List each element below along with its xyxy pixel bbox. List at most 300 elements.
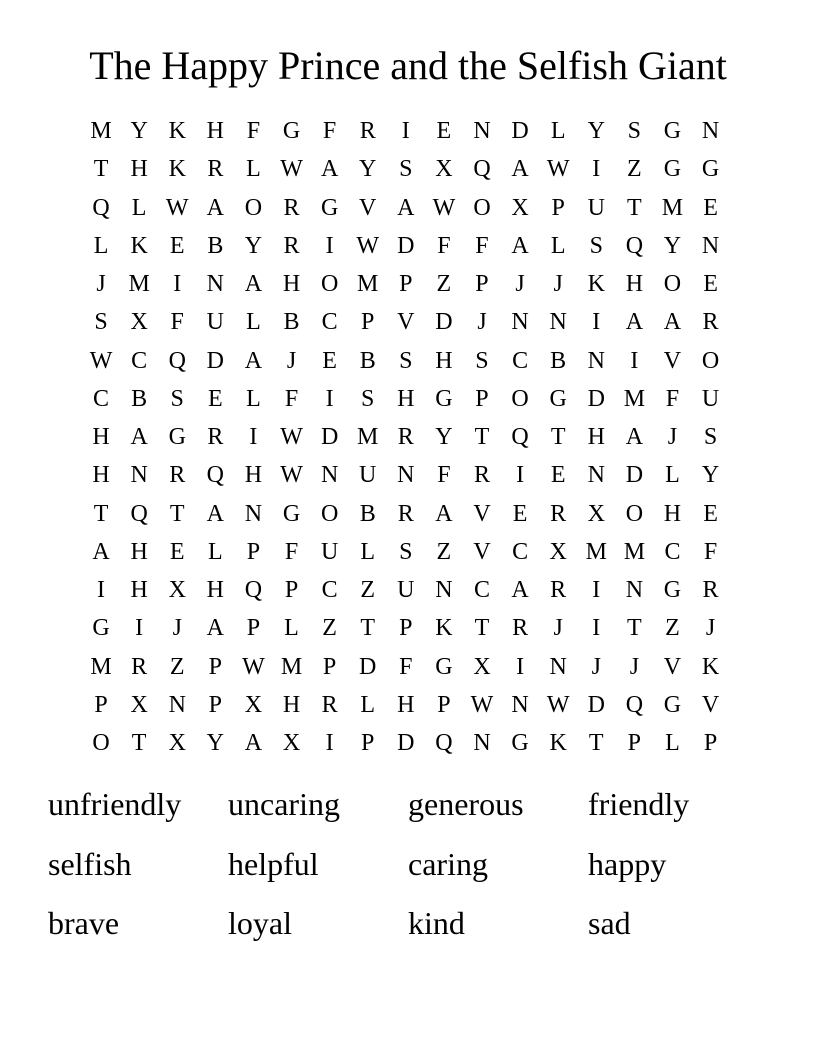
grid-letter: N [473, 730, 491, 756]
grid-letter: L [246, 385, 261, 412]
grid-letter: G [663, 118, 682, 144]
grid-letter: P [208, 691, 222, 718]
grid-letter: H [587, 424, 605, 450]
grid-letter: B [283, 309, 300, 336]
grid-letter: Q [473, 156, 491, 183]
grid-letter: Y [587, 118, 605, 144]
grid-letter: H [397, 691, 415, 718]
grid-letter: S [703, 424, 718, 450]
grid-letter: P [246, 615, 261, 642]
grid-letter: U [701, 385, 720, 412]
grid-row [82, 150, 730, 188]
grid-letter: I [401, 118, 410, 144]
grid-letter: A [92, 538, 110, 565]
grid-letter: W [280, 462, 303, 489]
grid-letter: T [474, 424, 490, 450]
grid-letter: H [130, 156, 148, 183]
grid-letter: X [168, 730, 186, 756]
grid-letter: Y [206, 730, 224, 756]
grid-letter: L [207, 538, 223, 565]
grid-letter: E [703, 271, 718, 297]
grid-letter: V [397, 309, 415, 336]
grid-letter: P [475, 271, 489, 297]
grid-row [82, 303, 730, 341]
grid-letter: E [169, 232, 185, 259]
grid-letter: K [701, 653, 720, 680]
grid-letter: N [549, 309, 567, 336]
grid-letter: L [131, 194, 147, 221]
grid-letter: L [360, 538, 376, 565]
grid-letter: F [703, 538, 718, 565]
grid-row [82, 533, 730, 571]
word-item: brave [48, 905, 120, 941]
grid-row [82, 342, 730, 380]
grid-letter: X [244, 691, 263, 718]
grid-letter: N [701, 118, 720, 144]
grid-letter: T [93, 156, 109, 183]
grid-letter: N [587, 347, 605, 374]
grid-letter: L [246, 309, 261, 336]
word-list [48, 780, 768, 959]
grid-letter: N [511, 309, 529, 336]
grid-letter: W [470, 691, 494, 718]
grid-letter: G [282, 500, 301, 527]
word-item: uncaring [228, 786, 340, 822]
grid-letter: C [664, 538, 681, 565]
grid-letter: A [511, 156, 529, 183]
grid-letter: Q [511, 424, 529, 450]
grid-letter: A [130, 424, 148, 450]
grid-letter: A [625, 309, 644, 336]
grid-letter: W [280, 424, 303, 450]
grid-row [82, 495, 730, 533]
grid-letter: P [399, 271, 413, 297]
grid-letter: J [96, 271, 106, 297]
grid-letter: Z [436, 538, 452, 565]
grid-letter: Y [359, 156, 377, 183]
grid-letter: V [359, 194, 377, 221]
grid-letter: L [550, 118, 566, 144]
word-item: caring [408, 845, 488, 882]
grid-letter: P [551, 194, 565, 221]
grid-letter: A [206, 615, 224, 642]
grid-letter: X [473, 653, 491, 680]
grid-letter: P [361, 730, 375, 756]
grid-letter: M [623, 538, 646, 565]
grid-row [82, 686, 730, 724]
grid-letter: J [286, 347, 297, 374]
grid-letter: W [165, 194, 189, 221]
grid-letter: R [131, 653, 148, 680]
grid-letter: D [625, 462, 644, 489]
grid-letter: U [320, 538, 339, 565]
grid-letter: J [667, 424, 678, 450]
word-item: selfish [48, 845, 132, 882]
grid-letter: E [512, 500, 528, 527]
grid-letter: Z [627, 156, 642, 183]
grid-letter: P [361, 309, 375, 336]
grid-letter: N [320, 462, 339, 489]
grid-letter: B [359, 500, 376, 527]
grid-letter: F [437, 462, 451, 489]
grid-letter: Z [322, 615, 337, 642]
grid-letter: W [242, 653, 265, 680]
grid-letter: I [592, 615, 601, 642]
grid-letter: X [130, 309, 148, 336]
grid-letter: A [244, 347, 263, 374]
grid-letter: M [661, 194, 684, 221]
grid-letter: C [473, 577, 490, 603]
grid-letter: S [399, 538, 413, 565]
grid-letter: L [665, 462, 680, 489]
grid-letter: D [511, 118, 529, 144]
grid-letter: M [280, 653, 303, 680]
grid-letter: Z [360, 577, 376, 603]
grid-letter: S [627, 118, 642, 144]
grid-letter: J [629, 653, 640, 680]
page-title: The Happy Prince and the Selfish Giant [89, 43, 727, 88]
grid-letter: X [168, 577, 186, 603]
grid-letter: U [206, 309, 224, 336]
grid-letter: S [399, 156, 413, 183]
grid-letter: H [282, 691, 301, 718]
grid-letter: V [473, 538, 491, 565]
grid-letter: O [473, 194, 491, 221]
grid-letter: Y [663, 232, 682, 259]
grid-letter: T [93, 500, 109, 527]
grid-letter: T [588, 730, 604, 756]
grid-letter: Q [206, 462, 224, 489]
grid-letter: I [135, 615, 144, 642]
grid-letter: G [168, 424, 186, 450]
grid-letter: H [130, 538, 148, 565]
grid-letter: G [282, 118, 301, 144]
grid-letter: V [473, 500, 491, 527]
grid-letter: B [131, 385, 148, 412]
grid-letter: R [702, 309, 719, 336]
grid-row [82, 189, 730, 227]
grid-letter: H [206, 577, 224, 603]
grid-letter: L [246, 156, 261, 183]
word-item: unfriendly [48, 786, 182, 822]
grid-letter: N [168, 691, 186, 718]
grid-letter: U [587, 194, 605, 221]
grid-letter: N [473, 118, 491, 144]
grid-letter: P [94, 691, 108, 718]
grid-letter: R [283, 232, 300, 259]
grid-letter: R [207, 156, 224, 183]
grid-row [82, 265, 730, 303]
grid-letter: S [94, 309, 108, 336]
grid-row [82, 112, 730, 150]
grid-letter: S [170, 385, 184, 412]
grid-row [82, 456, 730, 494]
grid-letter: F [475, 232, 489, 259]
grid-letter: I [516, 653, 525, 680]
grid-letter: R [207, 424, 224, 450]
grid-letter: J [553, 271, 563, 297]
grid-letter: P [627, 730, 642, 756]
grid-letter: W [280, 156, 303, 183]
grid-letter: H [92, 462, 110, 489]
grid-letter: R [283, 194, 300, 221]
grid-letter: T [474, 615, 490, 642]
grid-letter: O [511, 385, 529, 412]
grid-letter: B [550, 347, 567, 374]
grid-letter: D [435, 309, 453, 336]
grid-letter: I [97, 577, 106, 603]
grid-letter: A [511, 232, 529, 259]
grid-letter: W [546, 156, 570, 183]
grid-letter: J [591, 653, 601, 680]
grid-letter: Q [244, 577, 263, 603]
grid-letter: C [321, 309, 338, 336]
grid-letter: L [93, 232, 109, 259]
grid-letter: W [546, 691, 570, 718]
grid-letter: E [207, 385, 223, 412]
grid-letter: M [357, 271, 379, 297]
grid-letter: F [322, 118, 337, 144]
grid-letter: N [511, 691, 529, 718]
grid-letter: M [128, 271, 150, 297]
grid-row [82, 418, 730, 456]
grid-row [82, 571, 730, 609]
grid-letter: P [399, 615, 413, 642]
grid-letter: R [473, 462, 490, 489]
grid-letter: G [549, 385, 567, 412]
grid-letter: N [701, 232, 720, 259]
grid-letter: H [244, 462, 263, 489]
grid-letter: C [131, 347, 148, 374]
grid-letter: V [663, 653, 682, 680]
grid-letter: L [550, 232, 566, 259]
grid-letter: T [169, 500, 185, 527]
grid-letter: G [663, 577, 682, 603]
grid-letter: I [325, 730, 334, 756]
grid-letter: C [321, 577, 338, 603]
grid-letter: H [92, 424, 110, 450]
grid-letter: F [246, 118, 261, 144]
grid-letter: K [168, 118, 186, 144]
word-item: loyal [228, 905, 292, 941]
grid-letter: G [435, 653, 453, 680]
grid-letter: G [435, 385, 453, 412]
grid-letter: M [90, 118, 112, 144]
grid-letter: A [244, 271, 263, 297]
grid-letter: H [625, 271, 644, 297]
grid-letter: A [511, 577, 529, 603]
grid-letter: A [397, 194, 415, 221]
grid-letter: R [550, 577, 567, 603]
grid-letter: S [399, 347, 413, 374]
grid-letter: X [549, 538, 567, 565]
grid-row [82, 227, 730, 265]
grid-letter: P [703, 730, 718, 756]
grid-letter: L [360, 691, 376, 718]
grid-letter: J [553, 615, 563, 642]
grid-letter: I [592, 156, 601, 183]
grid-letter: M [585, 538, 607, 565]
grid-row [82, 609, 730, 647]
grid-letter: N [130, 462, 148, 489]
grid-letter: R [702, 577, 719, 603]
grid-letter: Z [436, 271, 452, 297]
grid-letter: H [206, 118, 224, 144]
grid-letter: K [587, 271, 605, 297]
grid-letter: N [397, 462, 415, 489]
grid-letter: M [90, 653, 112, 680]
grid-letter: J [172, 615, 182, 642]
grid-letter: H [130, 577, 148, 603]
grid-letter: J [705, 615, 716, 642]
grid-letter: A [625, 424, 644, 450]
grid-letter: Y [701, 462, 720, 489]
grid-letter: U [397, 577, 415, 603]
grid-letter: D [397, 232, 415, 259]
grid-letter: G [320, 194, 339, 221]
grid-letter: P [208, 653, 222, 680]
grid-letter: P [246, 538, 261, 565]
grid-letter: R [359, 118, 376, 144]
word-item: sad [588, 905, 631, 941]
grid-letter: L [284, 615, 299, 642]
grid-letter: Y [130, 118, 148, 144]
grid-letter: W [356, 232, 380, 259]
grid-letter: I [173, 271, 182, 297]
grid-letter: X [435, 156, 453, 183]
grid-letter: O [663, 271, 682, 297]
grid-letter: H [397, 385, 415, 412]
grid-letter: E [169, 538, 185, 565]
grid-letter: K [168, 156, 186, 183]
grid-letter: L [665, 730, 680, 756]
grid-letter: A [206, 194, 224, 221]
grid-letter: K [435, 615, 453, 642]
grid-letter: A [206, 500, 224, 527]
grid-letter: G [92, 615, 110, 642]
grid-letter: E [322, 347, 337, 374]
grid-letter: C [512, 538, 529, 565]
grid-letter: E [703, 500, 718, 527]
grid-letter: X [511, 194, 529, 221]
grid-letter: F [284, 538, 299, 565]
grid-letter: Q [435, 730, 453, 756]
grid-letter: F [437, 232, 451, 259]
grid-letter: Q [168, 347, 186, 374]
grid-letter: U [359, 462, 377, 489]
grid-letter: A [244, 730, 263, 756]
grid-letter: Y [435, 424, 453, 450]
grid-letter: P [322, 653, 337, 680]
grid-letter: N [625, 577, 644, 603]
grid-letter: D [359, 653, 377, 680]
grid-letter: K [549, 730, 567, 756]
word-item: friendly [588, 786, 690, 822]
grid-letter: X [282, 730, 301, 756]
grid-letter: F [399, 653, 413, 680]
grid-letter: I [630, 347, 639, 374]
grid-letter: T [360, 615, 376, 642]
grid-letter: F [170, 309, 184, 336]
grid-letter: I [325, 232, 334, 259]
grid-letter: E [703, 194, 718, 221]
grid-letter: X [587, 500, 605, 527]
grid-letter: R [550, 500, 567, 527]
grid-letter: V [663, 347, 682, 374]
grid-letter: A [435, 500, 453, 527]
grid-letter: D [397, 730, 415, 756]
grid-letter: R [397, 500, 414, 527]
grid-letter: V [701, 691, 720, 718]
grid-letter: T [627, 615, 642, 642]
grid-letter: N [549, 653, 567, 680]
grid-letter: S [475, 347, 489, 374]
grid-letter: D [206, 347, 224, 374]
grid-letter: P [437, 691, 451, 718]
grid-letter: I [516, 462, 525, 489]
grid-letter: F [665, 385, 680, 412]
grid-letter: N [206, 271, 224, 297]
grid-letter: R [169, 462, 186, 489]
word-row [48, 899, 768, 959]
word-item: happy [588, 845, 667, 882]
grid-letter: O [244, 194, 263, 221]
grid-letter: T [550, 424, 566, 450]
grid-letter: D [587, 385, 605, 412]
grid-letter: C [512, 347, 529, 374]
grid-letter: W [432, 194, 456, 221]
grid-letter: O [320, 271, 339, 297]
grid-letter: P [284, 577, 299, 603]
grid-letter: Q [130, 500, 148, 527]
grid-letter: O [625, 500, 644, 527]
grid-letter: C [93, 385, 110, 412]
grid-letter: H [282, 271, 301, 297]
grid-letter: N [244, 500, 263, 527]
grid-letter: Y [244, 232, 263, 259]
grid-letter: I [592, 309, 601, 336]
grid-letter: X [130, 691, 148, 718]
grid-letter: D [320, 424, 339, 450]
grid-letter: Q [625, 232, 644, 259]
grid-letter: N [587, 462, 605, 489]
grid-letter: I [249, 424, 258, 450]
grid-row [82, 380, 730, 418]
grid-letter: R [397, 424, 414, 450]
grid-letter: S [589, 232, 603, 259]
grid-letter: Q [625, 691, 644, 718]
grid-letter: P [475, 385, 489, 412]
grid-letter: A [320, 156, 339, 183]
grid-letter: O [701, 347, 720, 374]
grid-letter: G [701, 156, 720, 183]
word-row [48, 840, 768, 900]
grid-letter: O [320, 500, 339, 527]
word-item: generous [408, 786, 524, 822]
grid-letter: J [477, 309, 487, 336]
grid-letter: S [361, 385, 375, 412]
grid-letter: G [511, 730, 529, 756]
grid-letter: F [284, 385, 299, 412]
grid-letter: E [436, 118, 452, 144]
grid-letter: R [512, 615, 529, 642]
grid-row [82, 724, 730, 762]
word-row [48, 780, 768, 840]
grid-row [82, 648, 730, 686]
grid-letter: A [663, 309, 682, 336]
grid-letter: H [435, 347, 453, 374]
grid-letter: E [550, 462, 566, 489]
